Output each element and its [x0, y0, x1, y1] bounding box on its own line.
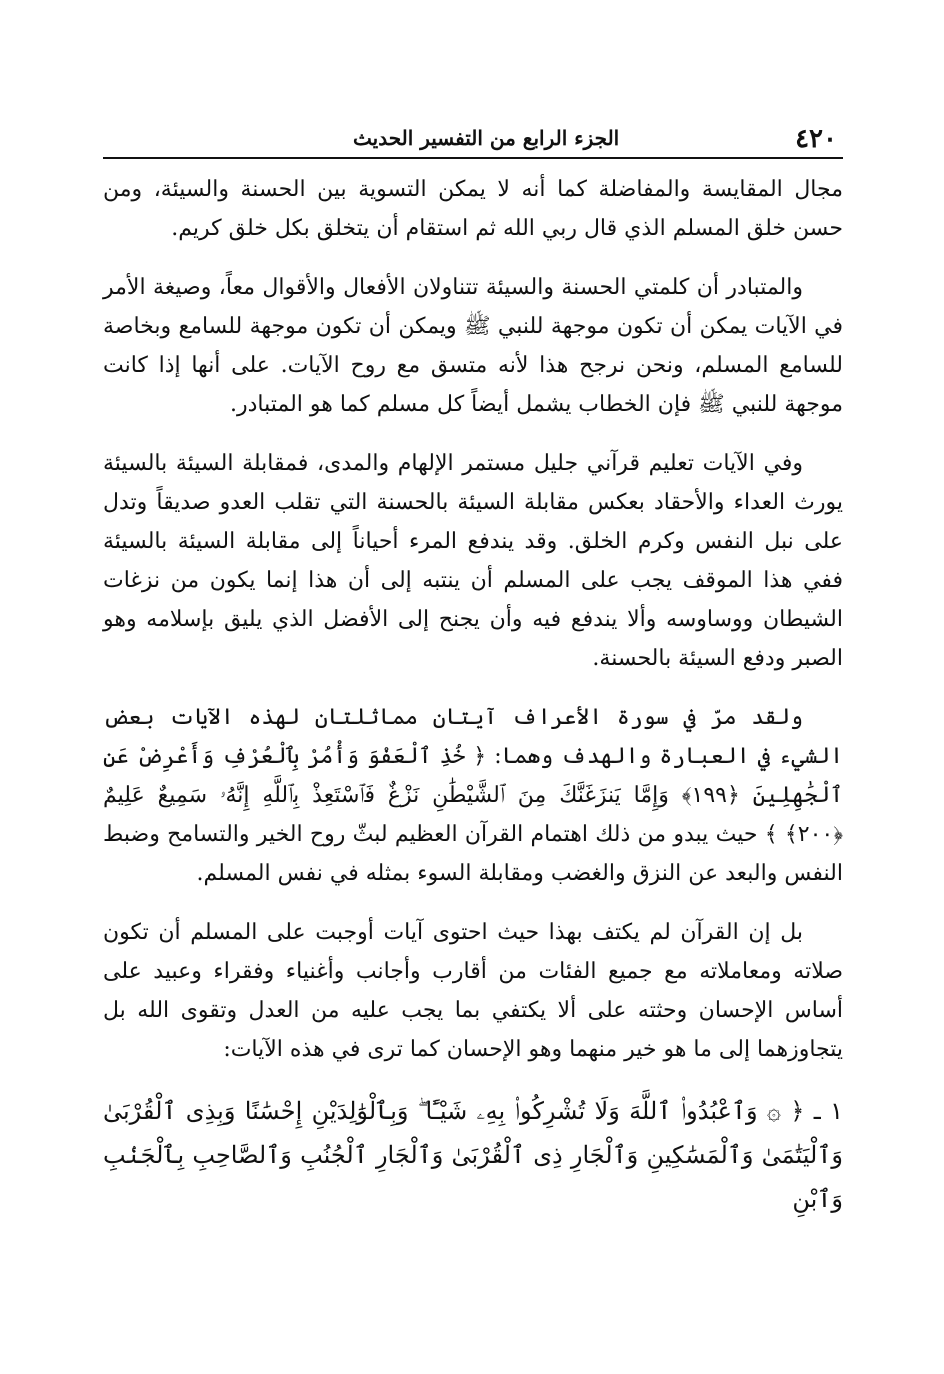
- paragraph: مجال المقايسة والمفاضلة كما أنه لا يمكن التسوية بين الحسنة والسيئة، ومن حسن خلق المسلم الذي قال ربي الله ثم استقام أن يتخلق بكل خلق كريم.: [103, 177, 843, 241]
- paragraph: والمتبادر أن كلمتي الحسنة والسيئة تتناولان الأفعال والأقوال معاً، وصيغة الأمر في الآيات يمكن أن تكون موجهة للنبي ﷺ ويمكن أن تكون موجهة للسامع وبخاصة للسامع المسلم، ونحن نرجح هذا لأنه متسق مع روح الآيات. على أنها إذا كانت موجهة للنبي ﷺ فإن الخطاب يشمل أيضاً كل مسلم كما هو المتبادر.: [103, 275, 843, 417]
- page-body: [103, 170, 843, 1241]
- page-header: [103, 108, 843, 154]
- header-rule: [103, 157, 843, 159]
- running-title: الجزء الرابع من التفسير الحديث: [353, 126, 620, 150]
- paragraph: وفي الآيات تعليم قرآني جليل مستمر الإلهام والمدى، فمقابلة السيئة بالسيئة يورث العداء والأحقاد بعكس مقابلة السيئة بالحسنة التي تقلب العدو صديقاً وتدل على نبل النفس وكرم الخلق. وقد يندفع المرء أحياناً إلى مقابلة السيئة بالسيئة ففي هذا الموقف يجب على المسلم أن ينتبه إلى أن هذا إنما يكون من نزغات الشيطان ووساوسه وألا يندفع فيه وأن يجنح إلى الأفضل الذي يليق بإسلامه وهو الصبر ودفع السيئة بالحسنة.: [103, 451, 843, 671]
- paragraph: ولقد مرّ في سورة الأعراف آيتان مماثلتان لهذه الآيات بعض الشيء في العبارة والهدف وهما: ﴿ خُذِ ٱلْعَفْوَ وَأْمُرْ بِٱلْعُرْفِ وَأَعْرِضْ عَنِ ٱلْجَٰهِلِينَ ﴿١٩٩﴾ وَإِمَّا يَنزَغَنَّكَ مِنَ ٱلشَّيْطَٰنِ نَزْغٌ فَٱسْتَعِذْ بِٱللَّهِ إِنَّهُۥ سَمِيعٌ عَلِيمٌ ﴿٢٠٠﴾ ﴾ حيث يبدو من ذلك اهتمام القرآن العظيم لبثّ روح الخير والتسامح وضبط النفس والبعد عن النزق والغضب ومقابلة السوء بمثله في نفس المسلم.: [103, 705, 843, 886]
- quran-verse: ١ ـ ﴿ ۞ وَٱعْبُدُوا۟ ٱللَّهَ وَلَا تُشْرِكُوا۟ بِهِۦ شَيْـًٔا ۖ وَبِٱلْوَٰلِدَيْنِ إِحْسَٰنًا وَبِذِى ٱلْقُرْبَىٰ وَٱلْيَتَٰمَىٰ وَٱلْمَسَٰكِينِ وَٱلْجَارِ ذِى ٱلْقُرْبَىٰ وَٱلْجَارِ ٱلْجُنُبِ وَٱلصَّاحِبِ بِٱلْجَنۢبِ وَٱبْنِ: [103, 1097, 843, 1213]
- paragraph: بل إن القرآن لم يكتف بهذا حيث احتوى آيات أوجبت على المسلم أن تكون صلاته ومعاملاته مع جميع الفئات من أقارب وأجانب وأغنياء وفقراء وعبيد على أساس الإحسان وحثته على ألا يكتفي بما يجب عليه من العدل وتقوى الله بل يتجاوزهما إلى ما هو خير منهما وهو الإحسان كما ترى في هذه الآيات:: [103, 920, 843, 1062]
- page-number: ٤٢٠: [795, 124, 837, 154]
